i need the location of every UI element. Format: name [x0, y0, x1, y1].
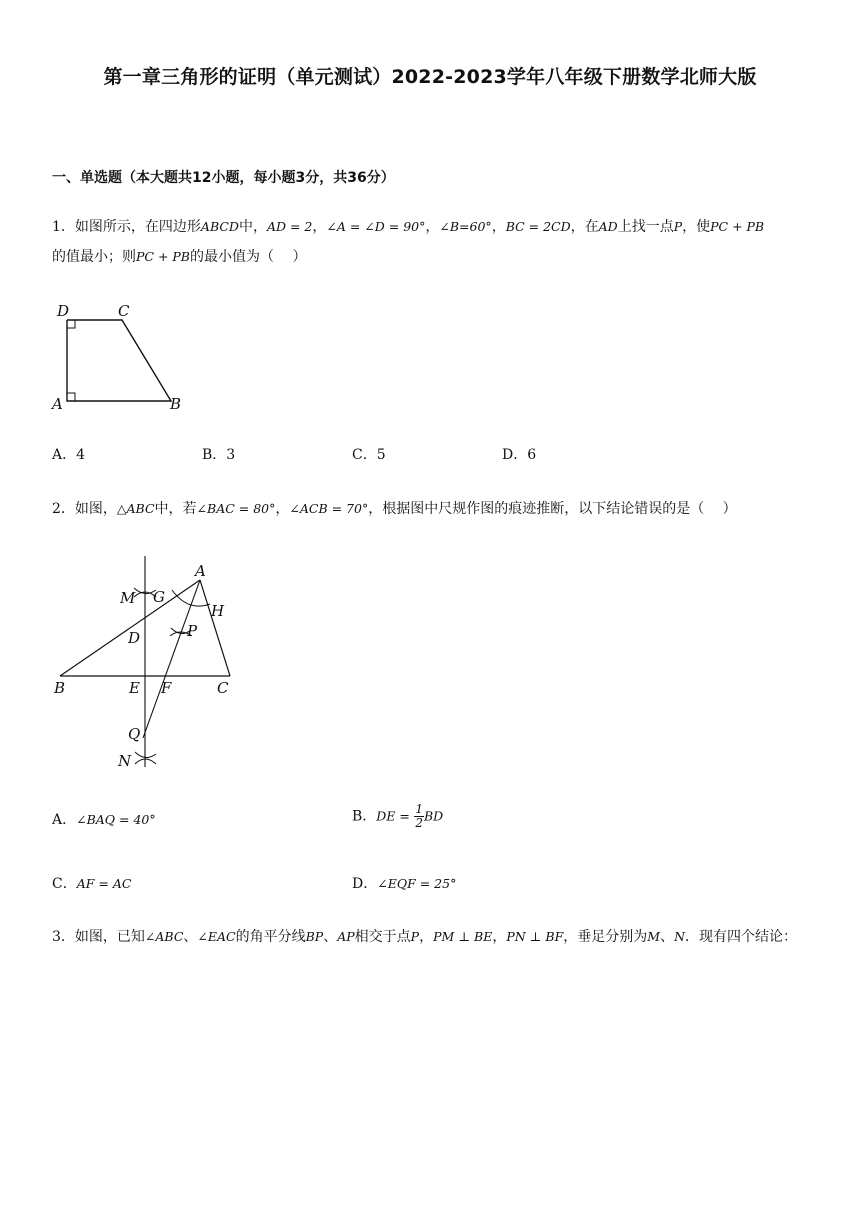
label-g: G [153, 588, 165, 606]
label-c: C [118, 302, 130, 320]
label-f: F [161, 679, 172, 697]
question-1-text: 1．如图所示，在四边形ABCD中，AD = 2，∠A = ∠D = 90°，∠B=60°，BC = 2CD，在AD上找一点P，使PC + PB 的值最小；则PC + PB的最小值为（ ） [52, 219, 765, 265]
question-1-figure [50, 296, 190, 416]
q1-option-c[interactable]: C．5 [352, 447, 386, 463]
q2-option-c[interactable]: C．AF = AC [52, 876, 132, 892]
page-title: 第一章三角形的证明（单元测试）2022-2023学年八年级下册数学北师大版 [103, 66, 757, 88]
label-d: D [57, 302, 70, 320]
label-b: B [54, 679, 66, 697]
label-h: H [211, 602, 225, 620]
question-2-text: 2．如图，△ABC中，若∠BAC = 80°，∠ACB = 70°，根据图中尺规作图的痕迹推断，以下结论错误的是（ ） [52, 501, 737, 517]
q1-option-d[interactable]: D．6 [502, 447, 537, 463]
q2-option-d[interactable]: D．∠EQF = 25° [352, 876, 457, 892]
fraction-one-half: $\frac{1}{2}$ [415, 802, 423, 830]
label-a: A [195, 562, 206, 580]
q2-option-b[interactable]: B．DE = $\frac{1}{2}$ BD [352, 802, 444, 830]
label-m: M [120, 589, 136, 607]
q1-option-b[interactable]: B．3 [202, 447, 236, 463]
label-a: A [52, 395, 63, 413]
label-q: Q [128, 725, 141, 743]
label-c: C [217, 679, 229, 697]
question-2-figure [50, 552, 250, 772]
label-n: N [118, 752, 132, 770]
label-p: P [187, 622, 198, 640]
label-d: D [128, 629, 141, 647]
q2-option-a[interactable]: A．∠BAQ = 40° [52, 812, 156, 828]
label-b: B [170, 395, 182, 413]
q1-option-a[interactable]: A．4 [52, 447, 86, 463]
question-3-text: 3．如图，已知∠ABC、∠EAC的角平分线BP、AP相交于点P，PM ⊥ BE，PN ⊥ BF，垂足分别为M、N．现有四个结论： [52, 929, 797, 945]
section-heading: 一、单选题（本大题共12小题，每小题3分，共36分） [52, 170, 395, 186]
label-e: E [129, 679, 140, 697]
